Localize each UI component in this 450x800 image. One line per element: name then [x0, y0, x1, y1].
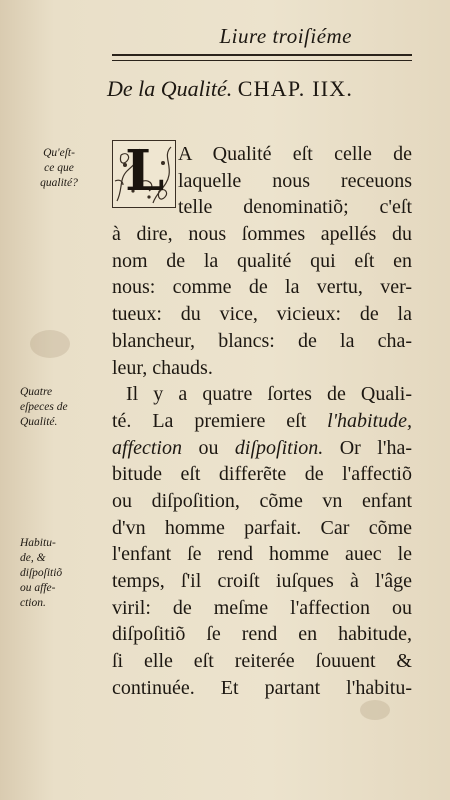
margin-note-line: ce que — [44, 162, 74, 174]
text-line: telle denominatiõ; c'eſt — [178, 196, 412, 219]
header-rule — [112, 54, 412, 56]
text-line: tueux: du vice, vicieux: de la — [112, 303, 412, 326]
text-line: l'enfant ſe rend homme auec le — [112, 543, 412, 566]
text-line: diſpoſitiõ ſe rend en habitude, — [112, 623, 412, 646]
text-run: Or l'ha- — [339, 436, 412, 459]
margin-note-species — [20, 385, 98, 430]
chapter-number: CHAP. IIX. — [237, 76, 354, 101]
margin-note-habitude — [20, 536, 98, 611]
paper-stain — [360, 700, 390, 720]
margin-note-line: Habitu- — [20, 537, 56, 549]
emphasis-habitude: l'habitude, — [327, 409, 412, 432]
text-line: continuée. Et partant l'habitu- — [112, 676, 412, 699]
text-line: A Qualité eſt celle de — [178, 143, 412, 165]
drop-cap-letter: L — [125, 140, 165, 204]
margin-note-line: eſpeces de — [20, 401, 68, 413]
text-line: ſi elle eſt reiterée ſouuent & — [112, 650, 412, 673]
text-line: nom de la qualité qui eſt en — [112, 249, 412, 272]
ornamental-drop-cap — [112, 140, 176, 208]
text-line — [112, 435, 412, 462]
emphasis-disposition: diſpoſition. — [234, 436, 324, 459]
text-line: blancheur, blancs: de la cha- — [112, 329, 412, 352]
margin-note-line: diſpoſitiõ — [20, 567, 63, 579]
paper-stain — [30, 330, 70, 358]
text-line — [112, 408, 412, 435]
text-line: à dire, nous ſommes apellés du — [112, 223, 412, 246]
margin-note-line: Quatre — [20, 386, 53, 398]
chapter-heading — [107, 76, 353, 102]
margin-note-line: Qualité. — [20, 416, 58, 428]
margin-note-line: qualité? — [40, 177, 78, 189]
text-line: ou diſpoſition, cõme vn enfant — [112, 489, 412, 512]
body-text — [112, 141, 412, 701]
text-line: Il y a quatre ſortes de Quali- — [126, 383, 412, 406]
margin-note-line: de, & — [20, 552, 46, 564]
text-run: ou — [198, 436, 219, 459]
header-rule-thin — [112, 60, 412, 61]
margin-note-line: ou affe- — [20, 582, 56, 594]
text-line: leur, chauds. — [112, 356, 213, 379]
text-line: nous: comme de la vertu, ver- — [112, 276, 412, 299]
text-line: viril: de meſme l'affection ou — [112, 596, 412, 619]
chapter-title: De la Qualité. — [107, 76, 233, 101]
margin-note-line: ction. — [20, 597, 46, 609]
text-line: temps, ſ'il croiſt iuſques à l'âge — [112, 570, 412, 592]
text-line: laquelle nous receuons — [178, 169, 412, 192]
text-run: té. La premiere eſt — [112, 409, 307, 432]
text-line: bitude eſt differẽte de l'affectiõ — [112, 463, 412, 486]
emphasis-affection: affection — [112, 436, 182, 459]
running-head: Liure troiſiéme — [219, 24, 352, 48]
margin-note-line: Qu'eſt- — [43, 147, 75, 159]
text-line: d'vn homme parfait. Car cõme — [112, 516, 412, 539]
margin-note-definition — [20, 146, 98, 191]
